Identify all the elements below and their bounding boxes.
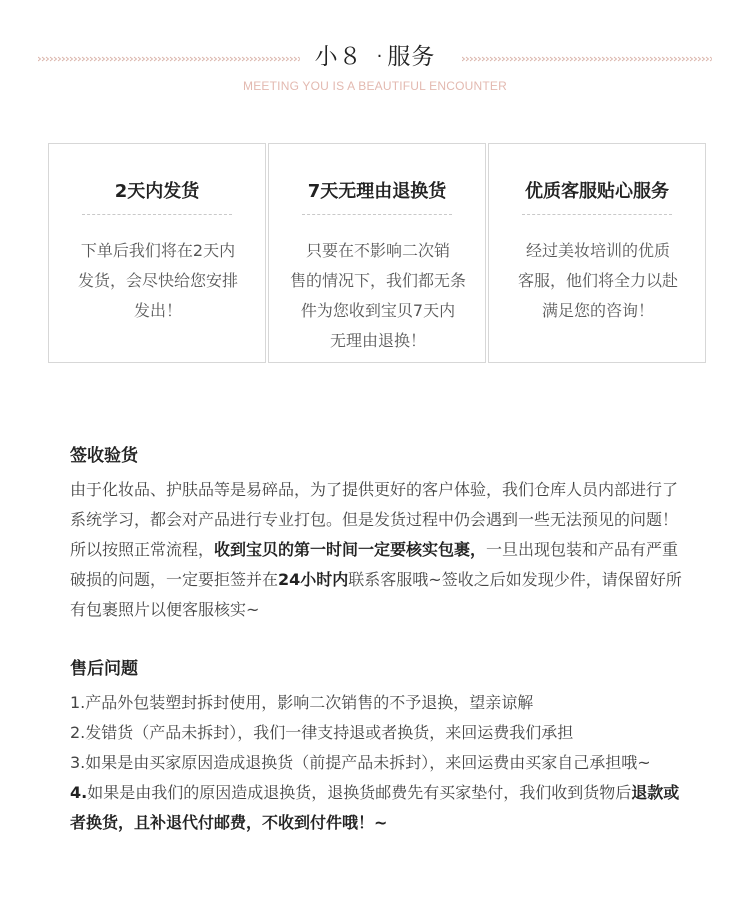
card-description <box>499 236 697 326</box>
service-card-shipping <box>48 143 266 363</box>
receipt-emphasis-time: 24小时内 <box>278 570 349 589</box>
aftersales-item: 2.发错货（产品未拆封），我们一律支持退或者换货，来回运费我们承担 <box>70 723 574 742</box>
card-line: 客服，他们将全力以赴 <box>517 271 678 290</box>
card-line: 下单后我们将在2天内 <box>80 241 236 260</box>
title-main: 小８ <box>314 44 363 70</box>
aftersales-item-text: 如果是由我们的原因造成退换货，退换货邮费先有买家垫付，我们收到货物后 <box>87 783 632 802</box>
aftersales-item-emphasis: 退款或者换货，且补退代付邮费，不收到付件哦！~ <box>70 783 680 832</box>
card-line: 只要在不影响二次销 <box>305 241 450 260</box>
card-title: 优质客服贴心服务 <box>525 181 669 202</box>
aftersales-item: 3.如果是由买家原因造成退换货（前提产品未拆封），来回运费由买家自己承担哦~ <box>70 753 651 772</box>
aftersales-heading: 售后问题 <box>70 659 138 679</box>
card-title: 2天内发货 <box>114 181 200 202</box>
card-description <box>279 236 477 356</box>
receipt-heading: 签收验货 <box>70 446 138 466</box>
card-divider <box>522 214 672 215</box>
card-line: 无理由退换！ <box>329 331 426 350</box>
section-title <box>0 40 750 74</box>
service-card-support <box>488 143 706 363</box>
aftersales-list <box>70 688 688 838</box>
card-line: 经过美妆培训的优质 <box>525 241 670 260</box>
card-line: 发货，会尽快给您安排 <box>77 271 238 290</box>
card-line: 售的情况下，我们都无条 <box>289 271 466 290</box>
title-dot: · <box>376 46 384 67</box>
section-subtitle: MEETING YOU IS A BEAUTIFUL ENCOUNTER <box>243 79 507 93</box>
receipt-paragraph <box>70 475 688 625</box>
section-header <box>0 0 750 100</box>
card-title: 7天无理由退换货 <box>307 181 447 202</box>
receipt-text: 联系客服哦~签收之后如发现少件，请保留好所有包裹照片以便客服核实~ <box>70 570 682 619</box>
aftersales-item-number: 4. <box>70 783 88 802</box>
card-line: 满足您的咨询！ <box>541 301 654 320</box>
service-card-returns <box>268 143 486 363</box>
aftersales-item <box>70 778 688 838</box>
card-line: 发出！ <box>133 301 182 320</box>
aftersales-item: 1.产品外包装塑封拆封使用，影响二次销售的不予退换，望亲谅解 <box>70 693 534 712</box>
receipt-text: 一旦出现包装和产品有严重破损的问题，一定要拒签并在 <box>70 540 679 589</box>
card-description <box>59 236 257 326</box>
card-divider <box>302 214 452 215</box>
receipt-emphasis: 收到宝贝的第一时间一定要核实包裹， <box>214 540 487 559</box>
card-line: 件为您收到宝贝7天内 <box>300 301 456 320</box>
receipt-text: 由于化妆品、护肤品等是易碎品，为了提供更好的客户体验，我们仓库人员内部进行了系统学习，都会对产品进行专业打包。但是发货过程中仍会遇到一些无法预见的问题！所以按照正常流程， <box>70 480 679 559</box>
card-divider <box>82 214 232 215</box>
title-tail: 服务 <box>387 44 436 70</box>
